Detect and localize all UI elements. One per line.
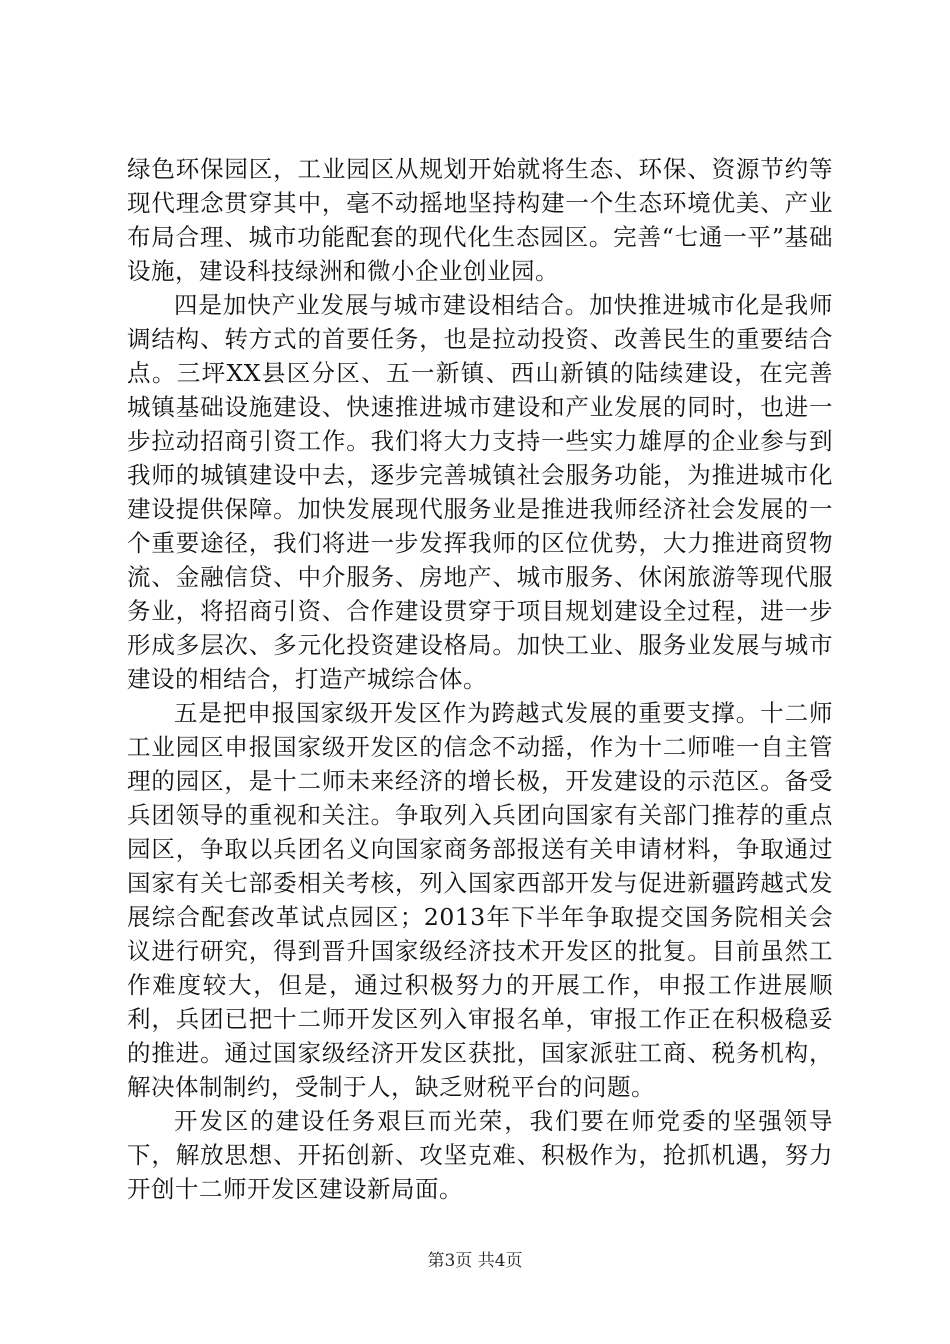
paragraph-4: 开发区的建设任务艰巨而光荣，我们要在师党委的坚强领导下，解放思想、开拓创新、攻坚克难、积极作为，抢抓机遇，努力开创十二师开发区建设新局面。 xyxy=(127,1107,833,1203)
paragraph-1: 绿色环保园区，工业园区从规划开始就将生态、环保、资源节约等现代理念贯穿其中，毫不动摇地坚持构建一个生态环境优美、产业布局合理、城市功能配套的现代化生态园区。完善“七通一平”基础设施，建设科技绿洲和微小企业创业园。 xyxy=(127,155,833,285)
document-body xyxy=(127,152,833,1206)
paragraph-2: 四是加快产业发展与城市建设相结合。加快推进城市化是我师调结构、转方式的首要任务，也是拉动投资、改善民生的重要结合点。三坪XX县区分区、五一新镇、西山新镇的陆续建设，在完善城镇基础设施建设、快速推进城市建设和产业发展的同时，也进一步拉动招商引资工作。我们将大力支持一些实力雄厚的企业参与到我师的城镇建设中去，逐步完善城镇社会服务功能，为推进城市化建设提供保障。加快发展现代服务业是推进我师经济社会发展的一个重要途径，我们将进一步发挥我师的区位优势，大力推进商贸物流、金融信贷、中介服务、房地产、城市服务、休闲旅游等现代服务业，将招商引资、合作建设贯穿于项目规划建设全过程，进一步形成多层次、多元化投资建设格局。加快工业、服务业发展与城市建设的相结合，打造产城综合体。 xyxy=(127,291,833,693)
page-footer: 第3页 共4页 xyxy=(427,1251,523,1271)
paragraph-3: 五是把申报国家级开发区作为跨越式发展的重要支撑。十二师工业园区申报国家级开发区的信念不动摇，作为十二师唯一自主管理的园区，是十二师未来经济的增长极，开发建设的示范区。备受兵团领导的重视和关注。争取列入兵团向国家有关部门推荐的重点园区，争取以兵团名义向国家商务部报送有关申请材料，争取通过国家有关七部委相关考核，列入国家西部开发与促进新疆跨越式发展综合配套改革试点园区；2013年下半年争取提交国务院相关会议进行研究，得到晋升国家级经济技术开发区的批复。目前虽然工作难度较大，但是，通过积极努力的开展工作，申报工作进展顺利，兵团已把十二师开发区列入审报名单，审报工作正在积极稳妥的推进。通过国家级经济开发区获批，国家派驻工商、税务机构，解决体制制约，受制于人，缺乏财税平台的问题。 xyxy=(127,699,833,1101)
